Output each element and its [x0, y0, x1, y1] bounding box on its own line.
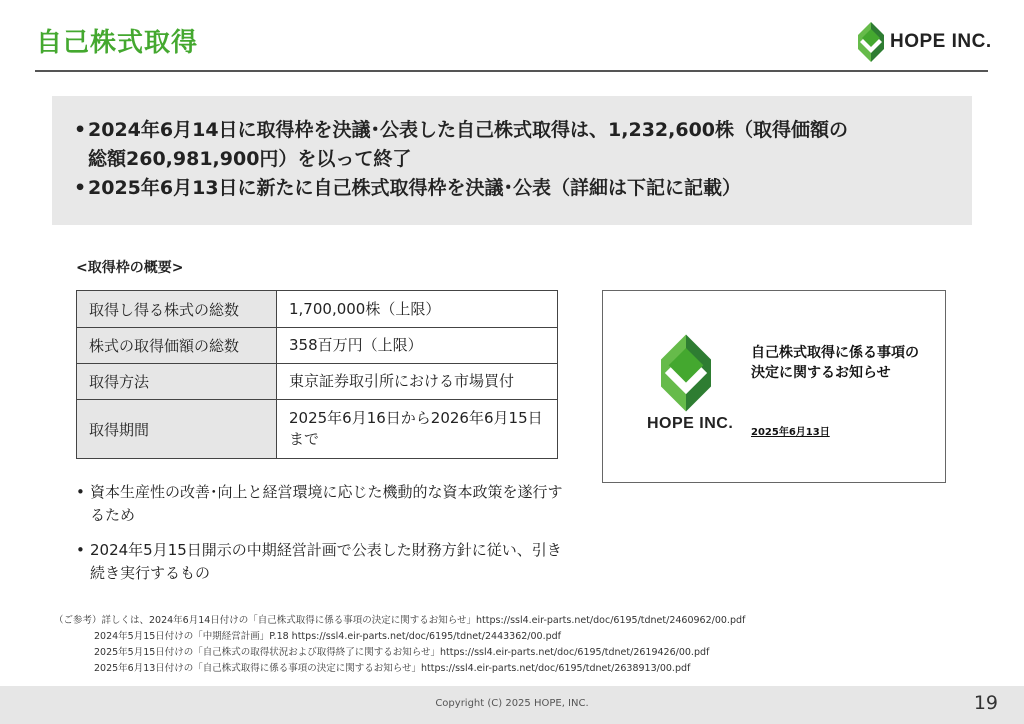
table-value: 2025年6月16日から2026年6月15日まで [277, 400, 558, 459]
table-label: 取得方法 [77, 364, 277, 400]
card-date: 2025年6月13日 [751, 427, 830, 438]
notice-thumbnail [602, 290, 946, 483]
table-value: 358百万円（上限） [277, 328, 558, 364]
header-divider [35, 70, 988, 72]
bullet-marker: • [74, 119, 87, 141]
overview-table [76, 290, 558, 459]
reference-line: 2025年5月15日付けの「自己株式の取得状況および取得終了に関するお知らせ」https://ssl4.eir-parts.net/doc/6195/tdnet/2619426/00.pdf [94, 647, 710, 658]
logo-text: HOPE INC. [890, 31, 992, 52]
bullet-marker: • [76, 483, 85, 501]
reason-text: 資本生産性の改善･向上と経営環境に応じた機動的な資本政策を遂行するため [90, 483, 563, 524]
table-label: 取得し得る株式の総数 [77, 291, 277, 328]
overview-heading: <取得枠の概要> [76, 260, 184, 276]
hope-logo-icon [661, 333, 711, 413]
summary-bullet [74, 116, 952, 145]
reference-line: （ご参考）詳しくは、2024年6月14日付けの「自己株式取得に係る事項の決定に関するお知らせ」https://ssl4.eir-parts.net/doc/6195/tdnet/2460962/00.pdf [54, 615, 746, 626]
list-item [76, 539, 566, 585]
summary-text: 総額260,981,900円）を以って終了 [88, 148, 412, 170]
table-row [77, 291, 558, 328]
table-row [77, 328, 558, 364]
page-title: 自己株式取得 [36, 28, 199, 58]
summary-text: 2024年6月14日に取得枠を決議･公表した自己株式取得は、1,232,600株（取得価額の [88, 119, 849, 141]
summary-box [52, 96, 972, 225]
reason-text: 2024年5月15日開示の中期経営計画で公表した財務方針に従い、引き続き実行するもの [90, 541, 562, 582]
table-row [77, 400, 558, 459]
copyright: Copyright (C) 2025 HOPE, INC. [435, 698, 589, 709]
table-row [77, 364, 558, 400]
page-number: 19 [973, 692, 998, 714]
table-label: 株式の取得価額の総数 [77, 328, 277, 364]
reference-line: 2024年5月15日付けの「中期経営計画」P.18 https://ssl4.eir-parts.net/doc/6195/tdnet/2443362/00.pdf [94, 631, 562, 642]
card-title: 自己株式取得に係る事項の決定に関するお知らせ [751, 345, 919, 381]
hope-logo-icon [858, 22, 884, 62]
bullet-marker: • [76, 541, 85, 559]
footer [0, 686, 1024, 724]
company-logo [858, 22, 992, 62]
summary-text: 2025年6月13日に新たに自己株式取得枠を決議･公表（詳細は下記に記載） [88, 177, 742, 199]
card-logo-text: HOPE INC. [647, 415, 734, 432]
summary-bullet-continuation [74, 145, 952, 174]
table-value: 東京証券取引所における市場買付 [277, 364, 558, 400]
summary-bullet [74, 174, 952, 203]
table-value: 1,700,000株（上限） [277, 291, 558, 328]
references [54, 613, 745, 677]
list-item [76, 481, 566, 527]
bullet-marker: • [74, 177, 87, 199]
table-label: 取得期間 [77, 400, 277, 459]
reference-line: 2025年6月13日付けの「自己株式取得に係る事項の決定に関するお知らせ」https://ssl4.eir-parts.net/doc/6195/tdnet/2638913/00.pdf [94, 663, 691, 674]
reasons-list [76, 481, 566, 597]
